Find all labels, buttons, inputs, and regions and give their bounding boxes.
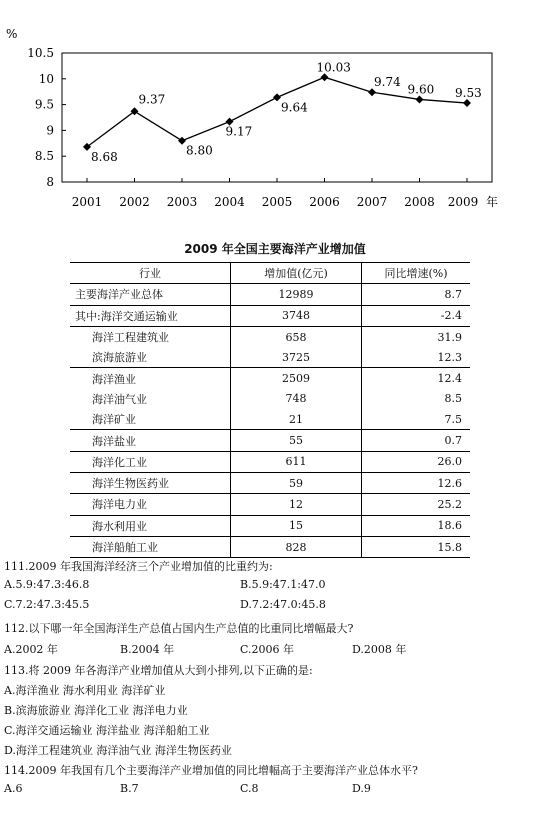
row-value: 611: [231, 451, 362, 472]
question-112-option-b: B.2004 年: [120, 643, 175, 656]
row-growth: 7.5: [362, 409, 471, 430]
data-label: 9.53: [455, 86, 482, 101]
header-industry: 行业: [70, 263, 231, 284]
table-row: [70, 536, 470, 557]
row-value: 55: [231, 430, 362, 451]
question-113-stem: 113.将 2009 年各海洋产业增加值从大到小排列,以下正确的是:: [4, 664, 313, 677]
data-label: 9.37: [138, 92, 166, 107]
data-point-marker: [273, 93, 281, 101]
question-111-option-b: B.5.9:47.1:47.0: [240, 578, 326, 591]
data-point-marker: [416, 95, 424, 103]
row-value: 12989: [231, 284, 362, 305]
question-111-stem: 111.2009 年我国海洋经济三个产业增加值的比重约为:: [4, 560, 273, 573]
row-growth: 31.9: [362, 326, 471, 347]
x-tick-label: 2005: [261, 195, 293, 209]
row-growth: 15.8: [362, 536, 471, 557]
data-label: 9.64: [281, 100, 308, 115]
row-growth: 12.4: [362, 368, 471, 389]
question-114-option-d: D.9: [352, 782, 371, 795]
row-growth: 25.2: [362, 494, 471, 515]
question-111-option-d: D.7.2:47.0:45.8: [240, 598, 326, 611]
data-label: 8.80: [186, 143, 213, 158]
data-label: 8.68: [91, 149, 118, 164]
question-113-option-b: B.滨海旅游业 海洋化工业 海洋电力业: [4, 704, 188, 717]
table-row: [70, 368, 470, 389]
data-point-marker: [321, 73, 329, 81]
table-row: [70, 515, 470, 536]
row-value: 3725: [231, 347, 362, 368]
row-growth: 12.3: [362, 347, 471, 368]
row-value: 2509: [231, 368, 362, 389]
header-growth: 同比增速(%): [362, 263, 471, 284]
table-row: [70, 389, 470, 409]
row-name: 海洋工程建筑业: [70, 326, 231, 347]
data-label: 10.03: [316, 60, 351, 75]
table-row: [70, 284, 470, 305]
x-tick-label: 2003: [166, 195, 198, 209]
y-tick-label: 9: [46, 123, 54, 138]
table-row: [70, 326, 470, 347]
question-113-option-c: C.海洋交通运输业 海洋盐业 海洋船舶工业: [4, 724, 210, 737]
table-row: [70, 347, 470, 368]
question-114-option-a: A.6: [4, 782, 23, 795]
question-114-stem: 114.2009 年我国有几个主要海洋产业增加值的同比增幅高于主要海洋产业总体水平?: [4, 764, 418, 777]
x-axis: [72, 178, 479, 209]
row-value: 12: [231, 494, 362, 515]
row-name: 其中:海洋交通运输业: [70, 305, 231, 326]
row-name: 海洋油气业: [92, 392, 147, 406]
x-tick-label: 2001: [71, 195, 103, 209]
table-row: [70, 451, 470, 472]
row-name: 主要海洋产业总体: [75, 288, 163, 302]
question-113-option-a: A.海洋渔业 海水利用业 海洋矿业: [4, 684, 166, 697]
row-value: 658: [231, 326, 362, 347]
row-growth: 0.7: [362, 430, 471, 451]
question-113-option-d: D.海洋工程建筑业 海洋油气业 海洋生物医药业: [4, 744, 232, 757]
data-label: 9.60: [407, 82, 435, 97]
y-tick-label: 8.5: [34, 149, 54, 164]
x-tick-label: 2004: [214, 195, 245, 209]
question-114-option-b: B.7: [120, 782, 139, 795]
question-112-stem: 112.以下哪一年全国海洋生产总值占国内生产总值的比重同比增幅最大?: [4, 622, 354, 635]
x-tick-label: 2002: [119, 195, 150, 209]
row-name: 海水利用业: [70, 515, 231, 536]
row-growth: 18.6: [362, 515, 471, 536]
y-tick-label: 9.5: [34, 97, 54, 112]
question-112-option-c: C.2006 年: [240, 643, 295, 656]
row-value: 59: [231, 472, 362, 493]
row-value: 3748: [231, 305, 362, 326]
x-axis-suffix: 年: [486, 195, 499, 209]
row-name: 海洋船舶工业: [70, 536, 231, 557]
x-tick-label: 2006: [309, 195, 340, 209]
y-tick-label: 8: [46, 175, 54, 189]
data-label: 9.74: [374, 75, 401, 90]
question-112-option-d: D.2008 年: [352, 643, 407, 656]
row-name: 海洋矿业: [92, 413, 136, 427]
row-value: 748: [231, 389, 362, 409]
row-growth: 8.7: [362, 284, 471, 305]
row-value: 21: [231, 409, 362, 430]
row-name: 海洋渔业: [70, 368, 231, 389]
y-axis: [27, 46, 66, 189]
row-growth: 8.5: [362, 389, 471, 409]
table-row: [70, 430, 470, 451]
question-111-option-c: C.7.2:47.3:45.5: [4, 598, 90, 611]
data-labels: [91, 60, 482, 164]
table-row: [70, 305, 470, 326]
row-growth: 26.0: [362, 451, 471, 472]
data-label: 9.17: [225, 124, 253, 139]
row-value: 15: [231, 515, 362, 536]
header-value: 增加值(亿元): [231, 263, 362, 284]
y-unit-label: %: [6, 27, 18, 41]
x-tick-label: 2007: [356, 195, 388, 209]
question-111-option-a: A.5.9:47.3:46.8: [4, 578, 90, 591]
row-name: 海洋生物医药业: [70, 472, 231, 493]
table-title: 2009 年全国主要海洋产业增加值: [184, 242, 366, 256]
table-row: [70, 494, 470, 515]
industry-table: [70, 262, 470, 558]
x-tick-label: 2009: [447, 195, 479, 209]
table-header-row: [70, 263, 470, 284]
line-chart: [0, 0, 550, 215]
question-112-option-a: A.2002 年: [4, 643, 58, 656]
row-name: 滨海旅游业: [92, 351, 147, 365]
row-growth: -2.4: [362, 305, 471, 326]
row-growth: 12.6: [362, 472, 471, 493]
question-114-option-c: C.8: [240, 782, 259, 795]
x-tick-label: 2008: [404, 195, 435, 209]
row-name: 海洋电力业: [70, 494, 231, 515]
row-name: 海洋盐业: [70, 430, 231, 451]
row-value: 828: [231, 536, 362, 557]
data-point-marker: [178, 137, 186, 145]
data-point-marker: [463, 99, 471, 107]
data-point-marker: [368, 88, 376, 96]
table-row: [70, 472, 470, 493]
y-tick-label: 10: [38, 71, 54, 86]
row-name: 海洋化工业: [70, 451, 231, 472]
table-row: [70, 409, 470, 430]
y-tick-label: 10.5: [27, 46, 54, 60]
